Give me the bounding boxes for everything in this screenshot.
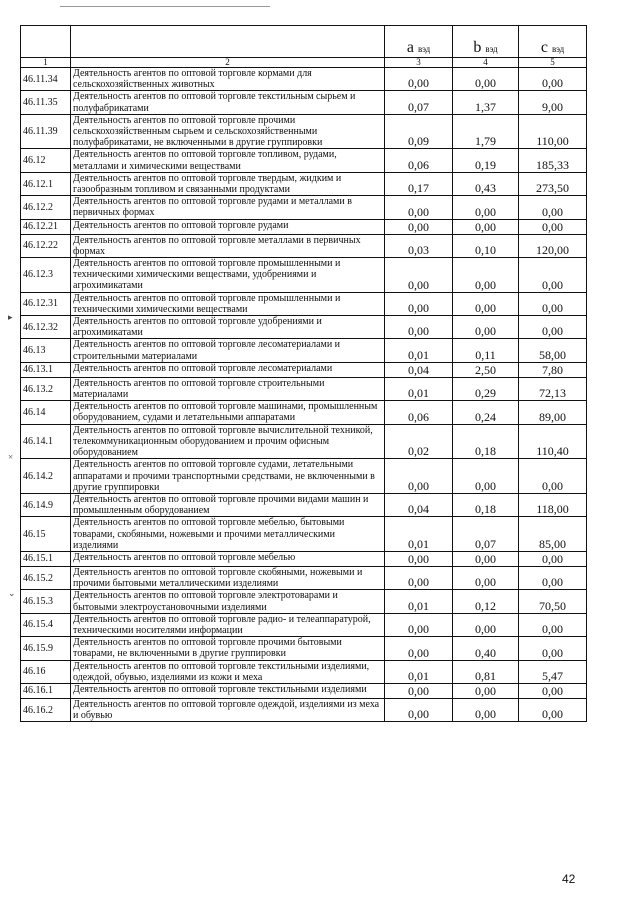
row-code: 46.12.32 bbox=[21, 316, 71, 339]
row-value-c: 5,47 bbox=[519, 660, 587, 683]
row-value-c: 0,00 bbox=[519, 258, 587, 293]
header-b-cell: b вэд bbox=[453, 26, 519, 58]
table-row bbox=[21, 292, 587, 315]
row-value-b: 0,10 bbox=[453, 234, 519, 257]
row-value-c: 0,00 bbox=[519, 698, 587, 721]
row-value-a: 0,01 bbox=[385, 517, 453, 552]
row-value-c: 0,00 bbox=[519, 551, 587, 566]
row-description: Деятельность агентов по оптовой торговле металлами в первичных формах bbox=[71, 234, 385, 257]
table-row bbox=[21, 401, 587, 424]
row-value-a: 0,00 bbox=[385, 566, 453, 589]
row-code: 46.12.21 bbox=[21, 219, 71, 234]
row-value-b: 0,00 bbox=[453, 196, 519, 219]
row-description: Деятельность агентов по оптовой торговле машинами, промышленным оборудованием, судами и летательными аппаратами bbox=[71, 401, 385, 424]
row-description: Деятельность агентов по оптовой торговле мебелью bbox=[71, 551, 385, 566]
row-code: 46.13.2 bbox=[21, 377, 71, 400]
row-value-b: 0,00 bbox=[453, 566, 519, 589]
scan-mark: ▸ bbox=[8, 312, 13, 322]
table-row bbox=[21, 698, 587, 721]
row-code: 46.15.9 bbox=[21, 637, 71, 660]
row-value-c: 9,00 bbox=[519, 91, 587, 114]
row-code: 46.12.2 bbox=[21, 196, 71, 219]
table-row bbox=[21, 149, 587, 172]
header-code-cell bbox=[21, 26, 71, 58]
table-row bbox=[21, 258, 587, 293]
row-value-a: 0,00 bbox=[385, 551, 453, 566]
row-value-c: 0,00 bbox=[519, 292, 587, 315]
row-code: 46.16 bbox=[21, 660, 71, 683]
row-value-b: 1,79 bbox=[453, 114, 519, 149]
row-code: 46.15.3 bbox=[21, 590, 71, 613]
row-code: 46.12.3 bbox=[21, 258, 71, 293]
scan-mark: × bbox=[8, 452, 14, 462]
row-code: 46.12.22 bbox=[21, 234, 71, 257]
column-number: 1 bbox=[21, 58, 71, 68]
row-value-c: 89,00 bbox=[519, 401, 587, 424]
row-description: Деятельность агентов по оптовой торговле текстильными изделиями bbox=[71, 683, 385, 698]
row-code: 46.12 bbox=[21, 149, 71, 172]
row-description: Деятельность агентов по оптовой торговле твердым, жидким и газообразным топливом и связанными продуктами bbox=[71, 172, 385, 195]
scan-mark: ⌄ bbox=[8, 588, 16, 598]
row-description: Деятельность агентов по оптовой торговле кормами для сельскохозяйственных животных bbox=[71, 68, 385, 91]
row-description: Деятельность агентов по оптовой торговле текстильным сырьем и полуфабрикатами bbox=[71, 91, 385, 114]
row-value-c: 0,00 bbox=[519, 459, 587, 494]
row-value-a: 0,00 bbox=[385, 219, 453, 234]
row-value-b: 2,50 bbox=[453, 362, 519, 377]
row-value-c: 110,40 bbox=[519, 424, 587, 459]
table-row bbox=[21, 316, 587, 339]
row-value-b: 0,81 bbox=[453, 660, 519, 683]
table-row bbox=[21, 219, 587, 234]
column-number: 4 bbox=[453, 58, 519, 68]
row-description: Деятельность агентов по оптовой торговле топливом, рудами, металлами и химическими веществами bbox=[71, 149, 385, 172]
table-row bbox=[21, 91, 587, 114]
table-row bbox=[21, 683, 587, 698]
row-value-b: 0,00 bbox=[453, 292, 519, 315]
row-value-a: 0,00 bbox=[385, 196, 453, 219]
row-code: 46.15.1 bbox=[21, 551, 71, 566]
row-description: Деятельность агентов по оптовой торговле радио- и телеаппаратурой, техническими носителями информации bbox=[71, 613, 385, 636]
header-a-cell: a вэд bbox=[385, 26, 453, 58]
row-description: Деятельность агентов по оптовой торговле вычислительной техникой, телекоммуникационным оборудованием и прочим офисным оборудованием bbox=[71, 424, 385, 459]
row-value-a: 0,00 bbox=[385, 683, 453, 698]
table-row bbox=[21, 424, 587, 459]
row-description: Деятельность агентов по оптовой торговле удобрениями и агрохимикатами bbox=[71, 316, 385, 339]
column-number: 2 bbox=[71, 58, 385, 68]
table-row bbox=[21, 362, 587, 377]
row-code: 46.12.31 bbox=[21, 292, 71, 315]
row-value-a: 0,04 bbox=[385, 362, 453, 377]
row-value-b: 0,24 bbox=[453, 401, 519, 424]
row-description: Деятельность агентов по оптовой торговле прочими сельскохозяйственным сырьем и сельскохозяйственными полуфабрикатами, не включенными в другие группировки bbox=[71, 114, 385, 149]
row-value-a: 0,00 bbox=[385, 637, 453, 660]
row-value-b: 0,18 bbox=[453, 424, 519, 459]
row-description: Деятельность агентов по оптовой торговле лесоматериалами bbox=[71, 362, 385, 377]
header-desc-cell bbox=[71, 26, 385, 58]
row-value-a: 0,06 bbox=[385, 149, 453, 172]
row-value-a: 0,01 bbox=[385, 660, 453, 683]
row-value-a: 0,00 bbox=[385, 613, 453, 636]
coefficients-table bbox=[20, 25, 587, 722]
row-value-a: 0,00 bbox=[385, 292, 453, 315]
row-value-c: 58,00 bbox=[519, 339, 587, 362]
row-value-c: 0,00 bbox=[519, 566, 587, 589]
row-code: 46.11.39 bbox=[21, 114, 71, 149]
row-value-c: 7,80 bbox=[519, 362, 587, 377]
row-value-c: 185,33 bbox=[519, 149, 587, 172]
row-code: 46.12.1 bbox=[21, 172, 71, 195]
row-code: 46.13 bbox=[21, 339, 71, 362]
row-value-b: 0,00 bbox=[453, 316, 519, 339]
table-row bbox=[21, 566, 587, 589]
row-code: 46.14.9 bbox=[21, 493, 71, 516]
row-code: 46.16.1 bbox=[21, 683, 71, 698]
row-description: Деятельность агентов по оптовой торговле судами, летательными аппаратами и прочими транспортными средствами, не включенными в другие группировки bbox=[71, 459, 385, 494]
row-value-c: 120,00 bbox=[519, 234, 587, 257]
row-value-b: 0,00 bbox=[453, 551, 519, 566]
row-code: 46.15 bbox=[21, 517, 71, 552]
row-value-b: 0,00 bbox=[453, 698, 519, 721]
row-value-b: 0,00 bbox=[453, 258, 519, 293]
row-value-c: 0,00 bbox=[519, 219, 587, 234]
row-value-a: 0,17 bbox=[385, 172, 453, 195]
row-description: Деятельность агентов по оптовой торговле скобяными, ножевыми и прочими бытовыми металлическими изделиями bbox=[71, 566, 385, 589]
table-row bbox=[21, 459, 587, 494]
row-value-b: 0,40 bbox=[453, 637, 519, 660]
row-code: 46.13.1 bbox=[21, 362, 71, 377]
row-value-a: 0,01 bbox=[385, 339, 453, 362]
row-value-c: 0,00 bbox=[519, 683, 587, 698]
row-description: Деятельность агентов по оптовой торговле текстильными изделиями, одеждой, обувью, изделиями из кожи и меха bbox=[71, 660, 385, 683]
row-code: 46.14.2 bbox=[21, 459, 71, 494]
row-description: Деятельность агентов по оптовой торговле одеждой, изделиями из меха и обувью bbox=[71, 698, 385, 721]
row-value-b: 0,29 bbox=[453, 377, 519, 400]
row-value-b: 0,12 bbox=[453, 590, 519, 613]
table-row bbox=[21, 493, 587, 516]
row-value-b: 0,18 bbox=[453, 493, 519, 516]
table-row bbox=[21, 172, 587, 195]
row-value-c: 273,50 bbox=[519, 172, 587, 195]
column-number-row bbox=[21, 58, 587, 68]
page-number: 42 bbox=[562, 872, 576, 886]
row-value-c: 0,00 bbox=[519, 196, 587, 219]
row-value-c: 118,00 bbox=[519, 493, 587, 516]
row-value-a: 0,00 bbox=[385, 68, 453, 91]
row-value-b: 0,00 bbox=[453, 68, 519, 91]
table-row bbox=[21, 68, 587, 91]
row-code: 46.11.35 bbox=[21, 91, 71, 114]
column-number: 5 bbox=[519, 58, 587, 68]
top-edge-line bbox=[60, 6, 270, 7]
row-value-a: 0,09 bbox=[385, 114, 453, 149]
table-row bbox=[21, 517, 587, 552]
row-value-c: 85,00 bbox=[519, 517, 587, 552]
row-value-b: 0,19 bbox=[453, 149, 519, 172]
row-value-b: 0,00 bbox=[453, 613, 519, 636]
row-value-a: 0,00 bbox=[385, 698, 453, 721]
row-value-a: 0,01 bbox=[385, 377, 453, 400]
row-description: Деятельность агентов по оптовой торговле электротоварами и бытовыми электроустановочными изделиями bbox=[71, 590, 385, 613]
row-description: Деятельность агентов по оптовой торговле прочими видами машин и промышленным оборудованием bbox=[71, 493, 385, 516]
row-value-a: 0,00 bbox=[385, 459, 453, 494]
row-code: 46.15.2 bbox=[21, 566, 71, 589]
row-description: Деятельность агентов по оптовой торговле лесоматериалами и строительными материалами bbox=[71, 339, 385, 362]
table-row bbox=[21, 660, 587, 683]
table-row bbox=[21, 637, 587, 660]
row-value-a: 0,00 bbox=[385, 258, 453, 293]
table-row bbox=[21, 114, 587, 149]
row-value-a: 0,06 bbox=[385, 401, 453, 424]
row-description: Деятельность агентов по оптовой торговле промышленными и техническими химическими веществами bbox=[71, 292, 385, 315]
row-description: Деятельность агентов по оптовой торговле промышленными и техническими химическими веществами, удобрениями и агрохимикатами bbox=[71, 258, 385, 293]
row-description: Деятельность агентов по оптовой торговле мебелью, бытовыми товарами, скобяными, ножевыми и прочими металлическими изделиями bbox=[71, 517, 385, 552]
row-value-b: 0,00 bbox=[453, 459, 519, 494]
row-value-a: 0,07 bbox=[385, 91, 453, 114]
row-value-b: 1,37 bbox=[453, 91, 519, 114]
table-row bbox=[21, 613, 587, 636]
row-description: Деятельность агентов по оптовой торговле строительными материалами bbox=[71, 377, 385, 400]
row-code: 46.11.34 bbox=[21, 68, 71, 91]
row-code: 46.15.4 bbox=[21, 613, 71, 636]
row-value-c: 72,13 bbox=[519, 377, 587, 400]
table-row bbox=[21, 234, 587, 257]
row-value-b: 0,00 bbox=[453, 219, 519, 234]
header-c-cell: c вэд bbox=[519, 26, 587, 58]
row-value-b: 0,11 bbox=[453, 339, 519, 362]
column-number: 3 bbox=[385, 58, 453, 68]
table-row bbox=[21, 590, 587, 613]
row-value-a: 0,02 bbox=[385, 424, 453, 459]
row-value-b: 0,43 bbox=[453, 172, 519, 195]
table-row bbox=[21, 551, 587, 566]
row-value-c: 0,00 bbox=[519, 316, 587, 339]
header-row bbox=[21, 26, 587, 58]
row-value-b: 0,00 bbox=[453, 683, 519, 698]
row-value-a: 0,03 bbox=[385, 234, 453, 257]
row-description: Деятельность агентов по оптовой торговле рудами и металлами в первичных формах bbox=[71, 196, 385, 219]
row-description: Деятельность агентов по оптовой торговле прочими бытовыми товарами, не включенными в другие группировки bbox=[71, 637, 385, 660]
row-value-a: 0,04 bbox=[385, 493, 453, 516]
row-value-c: 70,50 bbox=[519, 590, 587, 613]
row-value-a: 0,01 bbox=[385, 590, 453, 613]
row-value-c: 0,00 bbox=[519, 613, 587, 636]
row-value-b: 0,07 bbox=[453, 517, 519, 552]
row-code: 46.14.1 bbox=[21, 424, 71, 459]
row-value-c: 110,00 bbox=[519, 114, 587, 149]
table-row bbox=[21, 339, 587, 362]
row-description: Деятельность агентов по оптовой торговле рудами bbox=[71, 219, 385, 234]
row-value-a: 0,00 bbox=[385, 316, 453, 339]
table-row bbox=[21, 196, 587, 219]
row-value-c: 0,00 bbox=[519, 637, 587, 660]
row-code: 46.16.2 bbox=[21, 698, 71, 721]
row-code: 46.14 bbox=[21, 401, 71, 424]
table-row bbox=[21, 377, 587, 400]
row-value-c: 0,00 bbox=[519, 68, 587, 91]
